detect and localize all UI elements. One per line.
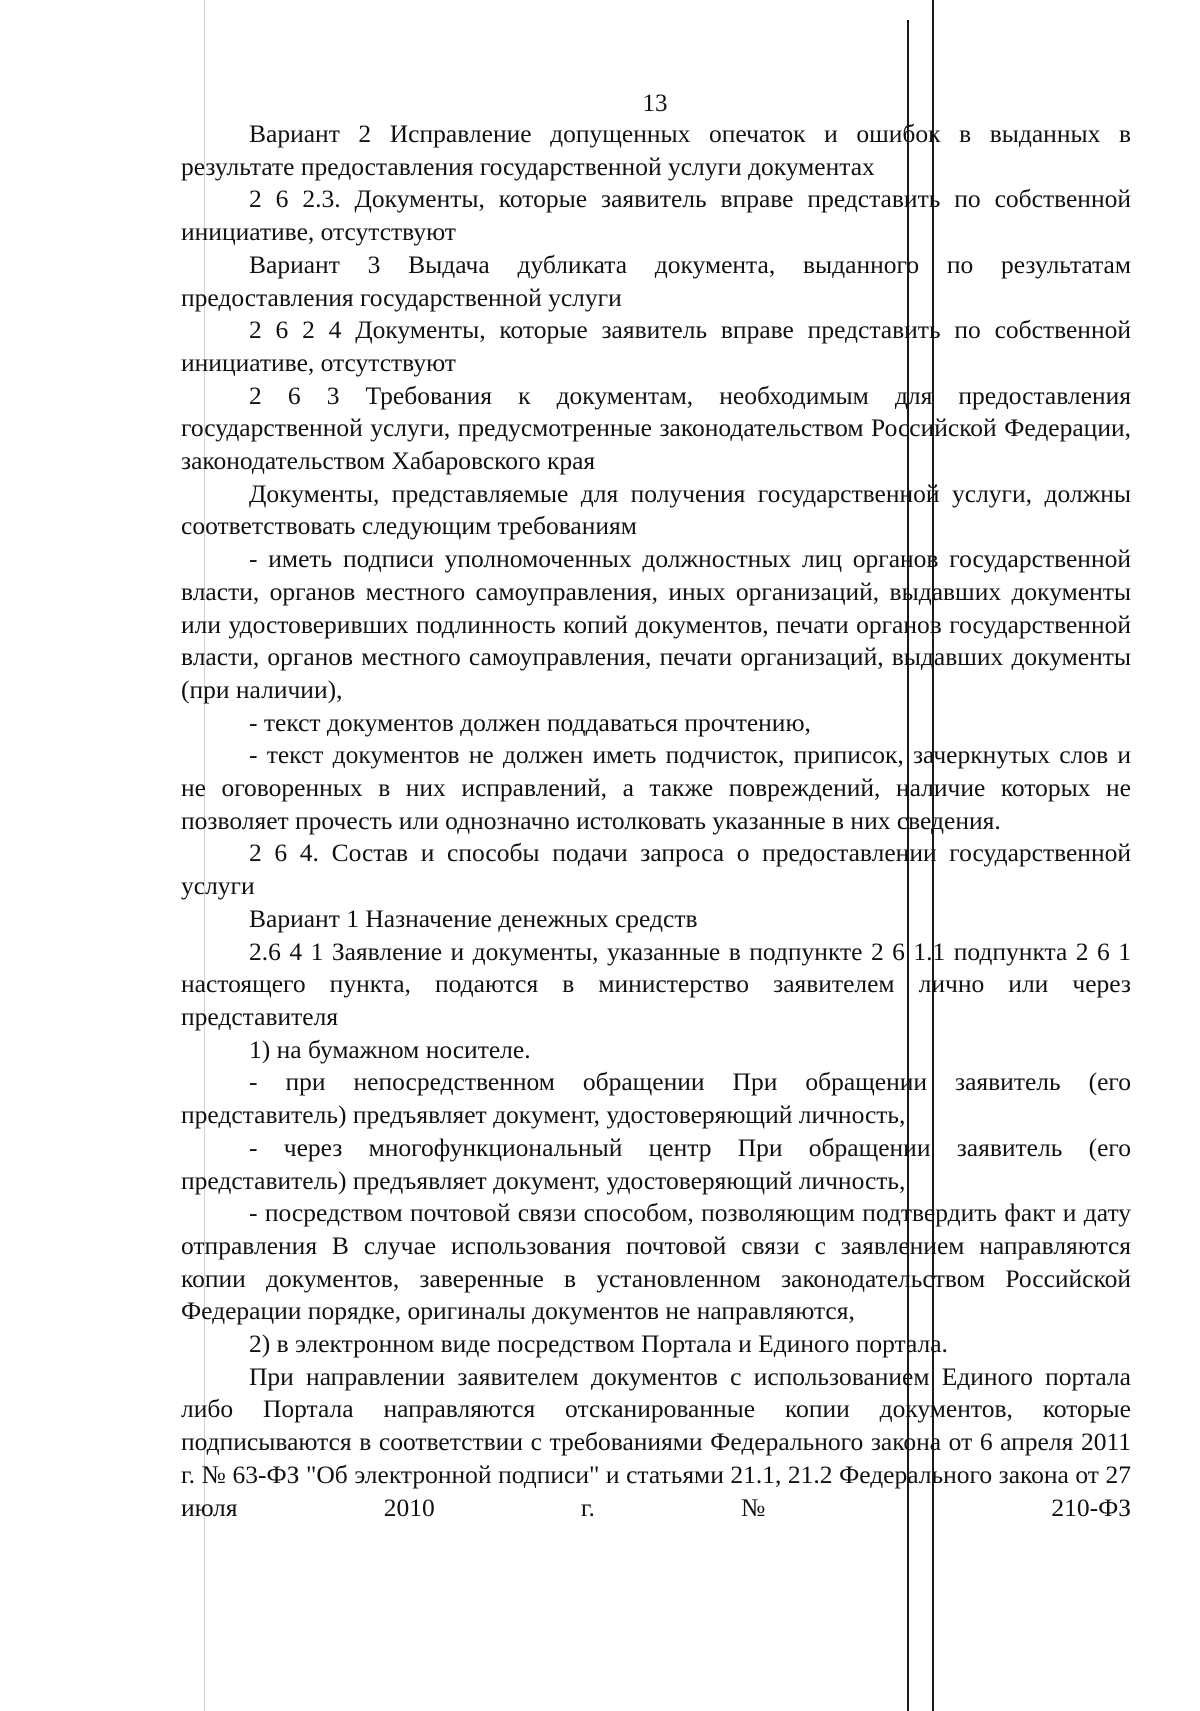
paragraph-variant-2: Вариант 2 Исправление допущенных опечаток и ошибок в выданных в результате предоставления государственной услуги документах — [181, 119, 1131, 181]
paragraph-2-6-2-4: 2 6 2 4 Документы, которые заявитель вправе представить по собственной инициативе, отсутствуют — [181, 315, 1131, 377]
list-item-no-corrections: - текст документов не должен иметь подчисток, приписок, зачеркнутых слов и не оговоренных в них исправлений, а также повреждений, наличие которых не позволяет прочесть или однозначно истолковать указанные в них сведения. — [181, 740, 1131, 835]
paragraph-variant-3: Вариант 3 Выдача дубликата документа, выданного по результатам предоставления государственной услуги — [181, 249, 1131, 312]
paragraph-electronic-submission: При направлении заявителем документов с использованием Единого портала либо Портала направляются отсканированные копии документов, которые подписываются в соответствии с требованиями Федерального закона от 6 апреля 2011 г. № 63-ФЗ "Об электронной подписи" и статьями 21.1, 21.2 Федерального закона от 27 июля 2010 г. № 210-ФЗ — [181, 1361, 1131, 1522]
page-number: 13 — [642, 90, 668, 117]
paragraph-2-6-2-3: 2 6 2.3. Документы, которые заявитель вправе представить по собственной инициативе, отсутствуют — [181, 184, 1131, 247]
list-item-electronic: 2) в электронном виде посредством Портала и Единого портала. — [249, 1329, 948, 1359]
list-item-mfc: - через многофункциональный центр При обращении заявитель (его представитель) предъявляет документ, удостоверяющий личность, — [181, 1132, 1131, 1195]
paragraph-2-6-4-1: 2.6 4 1 Заявление и документы, указанные в подпункте 2 6 1.1 подпункта 2 6 1 настоящего пункта, подаются в министерство заявителем лично или через представителя — [181, 936, 1131, 1031]
paragraph-document-requirements: Документы, представляемые для получения государственной услуги, должны соответствовать следующим требованиям — [181, 478, 1131, 541]
document-body — [181, 118, 1131, 1524]
list-item-signatures: - иметь подписи уполномоченных должностных лиц органов государственной власти, органов местного самоуправления, иных организаций, выдавших документы или удостоверивших подлинность копий документов, печати органов государственной власти, органов местного самоуправления, печати организаций, выдавших документы (при наличии), — [181, 544, 1131, 704]
paragraph-2-6-3: 2 6 3 Требования к документам, необходимым для предоставления государственной услуги, предусмотренные законодательством Российской Федерации, законодательством Хабаровского края — [181, 380, 1131, 476]
list-item-postal: - посредством почтовой связи способом, позволяющим подтвердить факт и дату отправления В случае использования почтовой связи с заявлением направляются копии документов, заверенные в установленном законодательством Российской Федерации порядке, оригиналы документов не направляются, — [181, 1198, 1131, 1326]
paragraph-2-6-4: 2 6 4. Состав и способы подачи запроса о предоставлении государственной услуги — [181, 838, 1131, 901]
list-item-direct-visit: - при непосредственном обращении При обращении заявитель (его представитель) предъявляет документ, удостоверяющий личность, — [181, 1067, 1131, 1130]
list-item-paper: 1) на бумажном носителе. — [249, 1034, 531, 1064]
paragraph-variant-1: Вариант 1 Назначение денежных средств — [249, 903, 698, 933]
list-item-readable: - текст документов должен поддаваться прочтению, — [249, 707, 811, 737]
